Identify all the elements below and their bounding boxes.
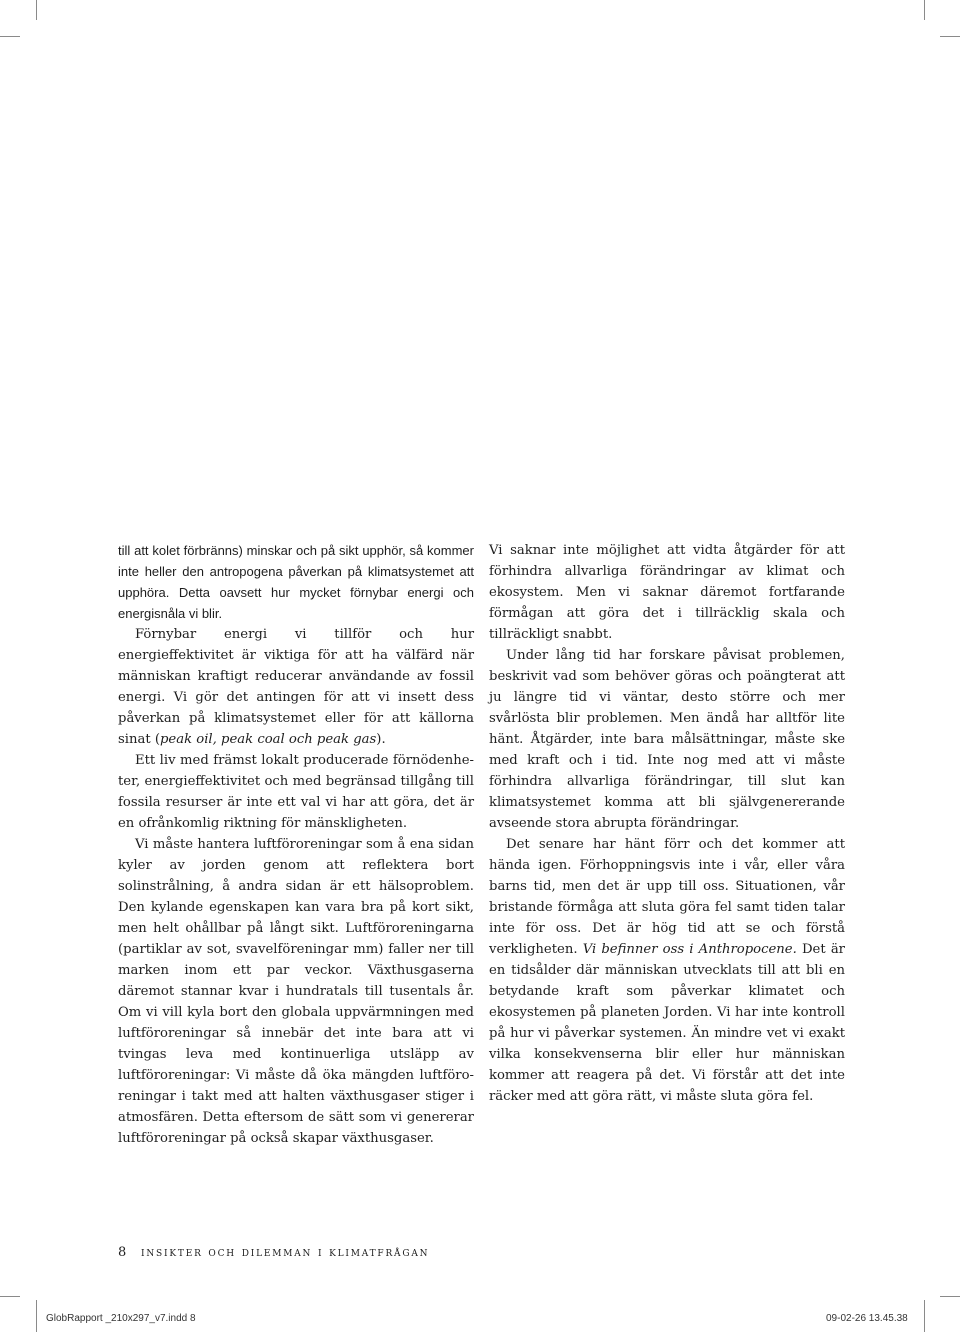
right-paragraph-3-end: Det är en tidsålder där människan utvecklats till att bli en betydande kraft som påverkar klimatet och ekosystemen på planeten Jorden. Vi har inte kontroll på hur vi påverkar systemen. Än mindre vet vi exakt vilka konsekvenserna blir eller hur människan kommer att reagera på det. Vi förstår att det inte räcker med att göra rätt, vi måste sluta göra fel. xyxy=(489,942,845,1104)
crop-mark-top-left-v xyxy=(36,0,37,20)
crop-mark-top-right-h xyxy=(940,36,960,37)
crop-mark-bottom-right-v xyxy=(924,1300,925,1332)
crop-mark-bottom-right-h xyxy=(940,1296,960,1297)
page-number: 8 xyxy=(118,1245,127,1260)
left-paragraph-2-text: Förnybar energi vi tillför och hur energieffektivitet är viktiga för att ha välfärd när människan kraftigt reducerar användande av fossil energi. Vi gör det antingen för att vi insett dess påverkan på klimatsystemet eller för att källorna sinat ( xyxy=(118,627,474,747)
crop-mark-top-left-h xyxy=(0,36,20,37)
crop-mark-top-right-v xyxy=(924,0,925,20)
left-paragraph-1: till att kolet förbränns) minskar och på sikt upphör, så kommer inte heller den antropogena påverkan på klimatsystemet att upphöra. Detta oavsett hur mycket förnybar energi och energisnåla vi blir. xyxy=(118,543,474,621)
crop-mark-bottom-left-h xyxy=(0,1296,20,1297)
crop-mark-bottom-left-v xyxy=(36,1300,37,1332)
page-footer xyxy=(118,1244,429,1260)
left-paragraph-3: Ett liv med främst lokalt producerade förnödenheter, energieffektivitet och med begränsad tillgång till fossila resurser är inte ett val vi har att göra, det är en ofrånkomlig riktning för mänskligheten. xyxy=(118,753,474,831)
right-paragraph-3-italic: Vi befinner oss i Anthropocene. xyxy=(582,942,797,957)
right-paragraph-2: Under lång tid har forskare påvisat problemen, beskrivit vad som behöver göras och poängterat att ju längre tid vi väntar, desto större och mer svårlösta blir problemen. Men ändå har alltför lite hänt. Åtgärder, inte bara målsättningar, måste ske med kraft och i tid. Inte nog med att vi måste förhindra allvarliga förändringar, till slut kan klimatsystemet komma att bli självgenererande avseende stora abrupta förändringar. xyxy=(489,648,845,831)
slug-timestamp: 09-02-26 13.45.38 xyxy=(826,1313,908,1324)
right-paragraph-3-text: Det senare har hänt förr och det kommer att hända igen. Förhoppningsvis inte i vår, eller våra barns tid, men det är upp till oss. Situationen, vår bristande förmåga att sluta göra fel samt tiden talar inte för oss. Det är hög tid att se och förstå verkligheten. xyxy=(489,837,845,957)
left-paragraph-2 xyxy=(118,624,474,750)
left-paragraph-2-italic: peak oil, peak coal och peak gas xyxy=(159,732,377,747)
left-column xyxy=(118,540,474,1149)
right-column xyxy=(489,540,845,1107)
left-paragraph-2-end: ). xyxy=(376,732,386,747)
slug-filename: GlobRapport _210x297_v7.indd 8 xyxy=(46,1313,196,1324)
right-paragraph-1: Vi saknar inte möjlighet att vidta åtgärder för att förhindra allvarliga förändringar av klimat och ekosystem. Men vi saknar däremot fortfarande förmågan att göra det i tillräcklig skala och tillräckligt snabbt. xyxy=(489,543,845,642)
left-paragraph-4: Vi måste hantera luftföroreningar som å ena sidan kyler av jorden genom att reflektera bort solinstrålning, å andra sidan är ett hälsoproblem. Den kylande egenskapen kan vara bra på kort sikt, men helt ohållbar på långt sikt. Luftföroreningarna (partiklar av sot, svavelföreningar mm) faller ner till marken inom ett par veckor. Växthusgaserna däremot stannar kvar i hundratals till tusentals år. Om vi vill kyla bort den globala uppvärmningen med luftföroreningar så innebär det inte bara att vi tvingas leva med kontinuerliga utsläpp av luftföroreningar: Vi måste då öka mängden luftföroreningar i takt med att halten växthusgaser stiger i atmosfären. Detta eftersom de sätt som vi genererar luftföroreningar på också skapar växthusgaser. xyxy=(118,837,474,1146)
right-paragraph-3 xyxy=(489,834,845,1107)
running-title: insikter och dilemman i klimatfrågan xyxy=(141,1244,430,1259)
